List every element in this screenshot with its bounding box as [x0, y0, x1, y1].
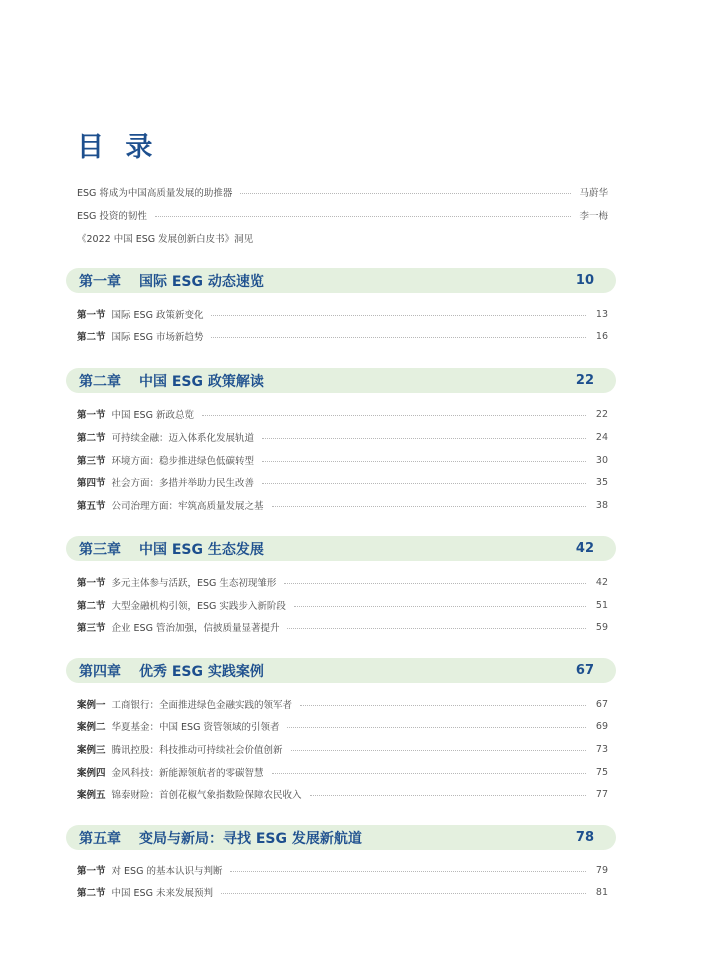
toc-entry[interactable]: [77, 764, 608, 780]
chapter-page: 42: [575, 541, 594, 556]
toc-entry[interactable]: [77, 884, 608, 900]
front-entry-text: 《2022 中国 ESG 发展创新白皮书》洞见: [77, 234, 254, 245]
chapter-number: 第五章: [79, 830, 121, 847]
chapter-3[interactable]: [66, 536, 616, 561]
entry-label: 第五节: [77, 501, 106, 512]
chapter-4[interactable]: [66, 658, 616, 683]
dot-leader: [262, 461, 586, 462]
entry-page: 24: [595, 431, 608, 443]
chapter-5[interactable]: [66, 825, 616, 850]
toc-entry[interactable]: [77, 696, 608, 712]
entry-text: 环境方面：稳步推进绿色低碳转型: [111, 456, 255, 467]
entry-text: 国际 ESG 市场新趋势: [111, 332, 204, 343]
entry-text: 对 ESG 的基本认识与判断: [111, 866, 223, 877]
dot-leader: [211, 315, 586, 316]
chapter-page: 67: [575, 663, 594, 678]
toc-entry[interactable]: [77, 497, 608, 513]
entry-label: 案例一: [77, 700, 106, 711]
entry-label: 第二节: [77, 332, 106, 343]
chapter-title: 国际 ESG 动态速览: [139, 273, 264, 290]
entry-label: 第一节: [77, 410, 106, 421]
entry-label: 案例三: [77, 745, 106, 756]
toc-entry[interactable]: [77, 741, 608, 757]
toc-entry[interactable]: [77, 862, 608, 878]
chapter-title: 中国 ESG 生态发展: [139, 541, 264, 558]
entry-text: 多元主体参与活跃，ESG 生态初现雏形: [111, 578, 277, 589]
entry-page: 77: [595, 788, 608, 800]
toc-entry[interactable]: [77, 429, 608, 445]
entry-text: 华夏基金：中国 ESG 资管领域的引领者: [111, 722, 280, 733]
entry-label: 第一节: [77, 578, 106, 589]
entry-page: 30: [595, 454, 608, 466]
entry-page: 22: [595, 408, 608, 420]
entry-text: 可持续金融：迈入体系化发展轨道: [111, 433, 255, 444]
entry-text: 中国 ESG 未来发展预判: [111, 888, 213, 899]
entry-label: 第一节: [77, 310, 106, 321]
dot-leader: [284, 583, 586, 584]
entry-text: 金风科技：新能源领航者的零碳智慧: [111, 768, 264, 779]
entry-page: 79: [595, 864, 608, 876]
entry-page: 69: [595, 720, 608, 732]
chapter-number: 第四章: [79, 663, 121, 680]
entry-text: 企业 ESG 管治加强，信披质量显著提升: [111, 623, 280, 634]
dot-leader: [287, 628, 586, 629]
dot-leader: [291, 750, 586, 751]
entry-label: 第二节: [77, 601, 106, 612]
dot-leader: [211, 337, 586, 338]
chapter-number: 第二章: [79, 373, 121, 390]
chapter-page: 22: [575, 373, 594, 388]
front-entry[interactable]: [77, 184, 608, 200]
entry-page: 73: [595, 743, 608, 755]
entry-page: 67: [595, 698, 608, 710]
entry-label: 第一节: [77, 866, 106, 877]
toc-entry[interactable]: [77, 328, 608, 344]
front-entry[interactable]: [77, 207, 608, 223]
entry-label: 案例五: [77, 790, 106, 801]
chapter-1[interactable]: [66, 268, 616, 293]
front-entry-author: 马蔚华: [579, 188, 608, 199]
entry-page: 38: [595, 499, 608, 511]
entry-text: 中国 ESG 新政总览: [111, 410, 194, 421]
entry-page: 81: [595, 886, 608, 898]
toc-entry[interactable]: [77, 619, 608, 635]
chapter-title: 中国 ESG 政策解读: [139, 373, 264, 390]
chapter-2[interactable]: [66, 368, 616, 393]
entry-page: 51: [595, 599, 608, 611]
entry-page: 13: [595, 308, 608, 320]
entry-label: 第二节: [77, 888, 106, 899]
front-entry-author: 李一梅: [579, 211, 608, 222]
dot-leader: [221, 893, 586, 894]
dot-leader: [310, 795, 586, 796]
entry-label: 第二节: [77, 433, 106, 444]
entry-label: 案例四: [77, 768, 106, 779]
dot-leader: [300, 705, 586, 706]
entry-text: 大型金融机构引领，ESG 实践步入新阶段: [111, 601, 286, 612]
front-entry-text: ESG 将成为中国高质量发展的助推器: [77, 188, 233, 199]
entry-text: 国际 ESG 政策新变化: [111, 310, 204, 321]
toc-entry[interactable]: [77, 597, 608, 613]
chapter-title: 变局与新局：寻找 ESG 发展新航道: [139, 830, 362, 847]
entry-text: 公司治理方面：牢筑高质量发展之基: [111, 501, 264, 512]
entry-page: 16: [595, 330, 608, 342]
toc-entry[interactable]: [77, 786, 608, 802]
entry-text: 社会方面：多措并举助力民生改善: [111, 478, 255, 489]
entry-page: 75: [595, 766, 608, 778]
toc-entry[interactable]: [77, 718, 608, 734]
dot-leader: [287, 727, 586, 728]
entry-page: 35: [595, 476, 608, 488]
chapter-page: 78: [575, 830, 594, 845]
toc-title: 目 录: [77, 132, 159, 163]
entry-page: 42: [595, 576, 608, 588]
toc-entry[interactable]: [77, 452, 608, 468]
chapter-title: 优秀 ESG 实践案例: [139, 663, 264, 680]
dot-leader: [272, 773, 586, 774]
dot-leader: [155, 216, 572, 217]
toc-entry[interactable]: [77, 574, 608, 590]
entry-label: 第三节: [77, 623, 106, 634]
toc-entry[interactable]: [77, 474, 608, 490]
chapter-page: 10: [575, 273, 594, 288]
entry-label: 案例二: [77, 722, 106, 733]
dot-leader: [202, 415, 586, 416]
entry-label: 第三节: [77, 456, 106, 467]
dot-leader: [272, 506, 586, 507]
dot-leader: [262, 483, 586, 484]
dot-leader: [294, 606, 586, 607]
entry-page: 59: [595, 621, 608, 633]
entry-text: 锦泰财险：首创花椒气象指数险保障农民收入: [111, 790, 302, 801]
chapter-number: 第一章: [79, 273, 121, 290]
entry-text: 腾讯控股：科技推动可持续社会价值创新: [111, 745, 283, 756]
toc-entry[interactable]: [77, 406, 608, 422]
entry-label: 第四节: [77, 478, 106, 489]
front-entry-text: ESG 投资的韧性: [77, 211, 147, 222]
chapter-number: 第三章: [79, 541, 121, 558]
dot-leader: [240, 193, 571, 194]
dot-leader: [262, 438, 586, 439]
front-entry[interactable]: [77, 230, 608, 246]
entry-text: 工商银行：全面推进绿色金融实践的领军者: [111, 700, 293, 711]
dot-leader: [230, 871, 586, 872]
toc-entry[interactable]: [77, 306, 608, 322]
